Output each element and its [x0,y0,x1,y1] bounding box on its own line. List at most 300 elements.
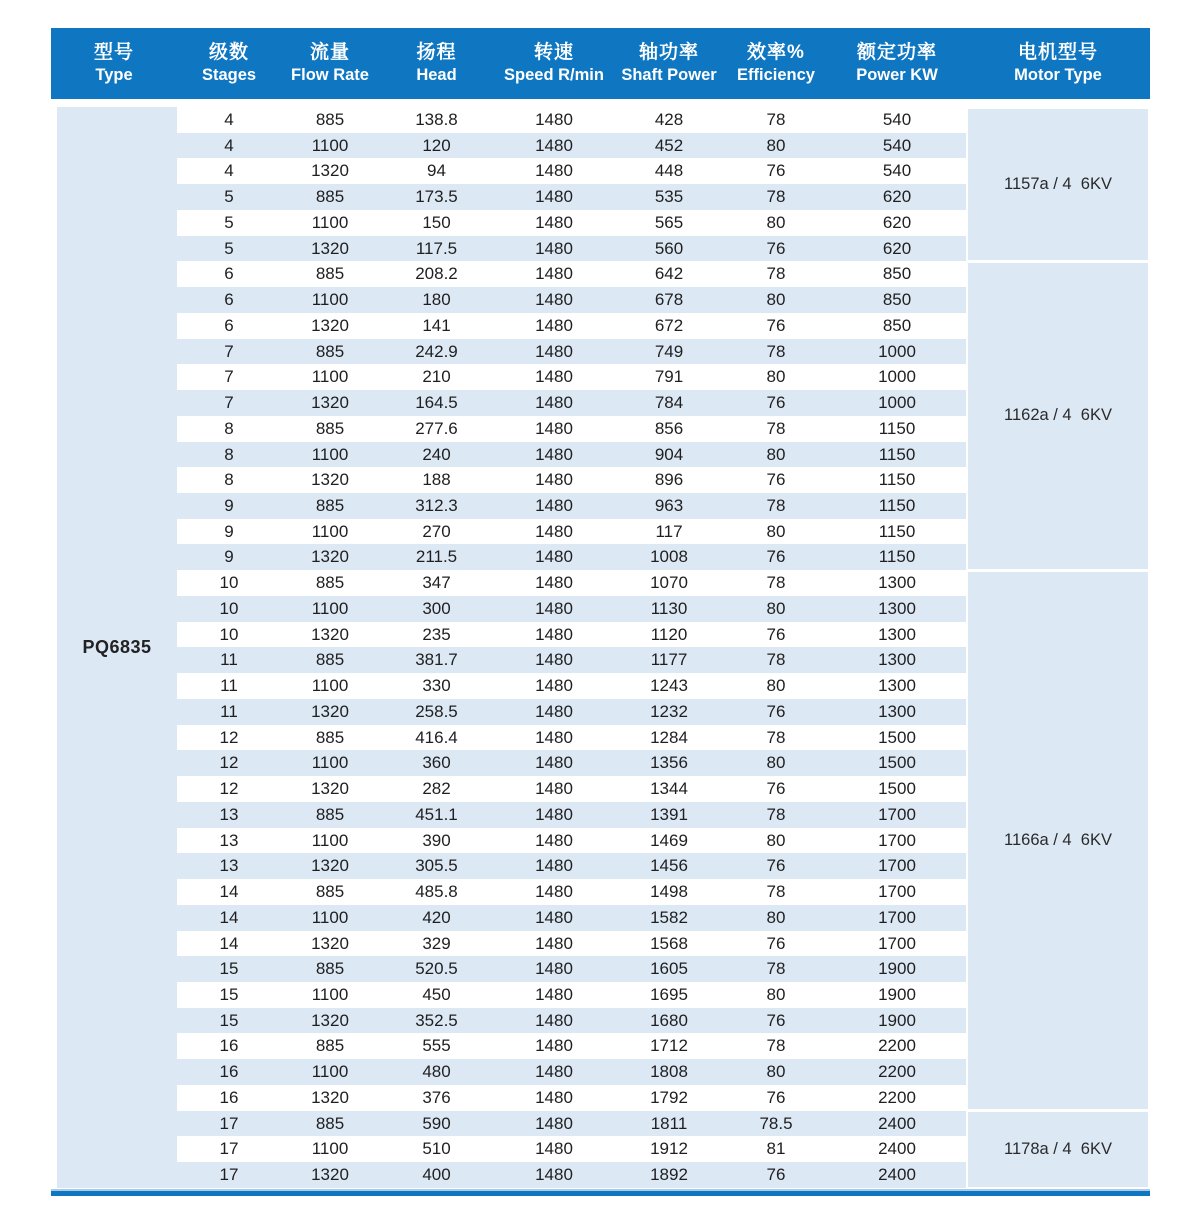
cell-power-kw: 1700 [878,830,916,850]
cell-flow-rate: 885 [315,804,345,824]
cell-speed: 1480 [535,907,573,927]
cell-stages: 8 [224,418,234,438]
cell-stages: 7 [224,367,234,387]
table-row [177,570,966,596]
cell-efficiency: 80 [766,212,786,232]
cell-head: 117.5 [415,238,458,258]
cell-flow-rate: 885 [315,650,345,670]
table-row [177,261,966,287]
cell-stages: 14 [219,882,239,902]
cell-flow-rate: 1100 [311,212,349,232]
cell-stages: 6 [224,264,234,284]
cell-speed: 1480 [535,470,573,490]
cell-flow-rate: 1320 [311,161,349,181]
cell-speed: 1480 [535,727,573,747]
cell-speed: 1480 [535,161,573,181]
cell-speed: 1480 [535,624,573,644]
cell-speed: 1480 [535,135,573,155]
cell-flow-rate: 1100 [311,753,349,773]
column-header-zh: 型号 [93,42,134,64]
cell-efficiency: 76 [766,933,786,953]
table-row [177,364,966,390]
cell-flow-rate: 1320 [311,933,349,953]
column-header-zh: 轴功率 [638,42,699,64]
cell-shaft-power: 856 [654,418,684,438]
cell-power-kw: 1300 [878,650,916,670]
cell-flow-rate: 885 [315,264,345,284]
cell-efficiency: 78 [766,496,786,516]
cell-stages: 4 [224,135,234,155]
cell-speed: 1480 [535,701,573,721]
table-row [177,879,966,905]
cell-head: 330 [422,676,451,696]
cell-power-kw: 1300 [878,598,916,618]
cell-shaft-power: 1469 [650,830,688,850]
column-header-head [379,28,494,99]
cell-efficiency: 76 [766,1087,786,1107]
cell-efficiency: 80 [766,830,786,850]
cell-speed: 1480 [535,573,573,593]
cell-stages: 13 [219,856,239,876]
cell-power-kw: 1500 [878,727,916,747]
cell-efficiency: 78 [766,264,786,284]
cell-head: 120 [422,135,451,155]
column-header-en: Flow Rate [291,66,369,85]
table-row [177,1162,966,1188]
cell-stages: 17 [219,1113,239,1133]
cell-power-kw: 1300 [878,573,916,593]
cell-shaft-power: 1356 [650,753,688,773]
cell-shaft-power: 1177 [650,650,688,670]
cell-power-kw: 1500 [878,779,916,799]
cell-head: 590 [422,1113,451,1133]
cell-efficiency: 80 [766,1062,786,1082]
cell-stages: 16 [219,1036,239,1056]
cell-head: 188 [422,470,451,490]
type-label: PQ6835 [82,637,152,658]
cell-shaft-power: 1284 [650,727,688,747]
cell-shaft-power: 1712 [650,1036,688,1056]
motor-type-label: 1166a / 4 6KV [1004,831,1112,850]
cell-speed: 1480 [535,547,573,567]
cell-stages: 14 [219,933,239,953]
cell-speed: 1480 [535,1139,573,1159]
cell-speed: 1480 [535,856,573,876]
column-header-type [51,28,177,99]
cell-power-kw: 1700 [878,882,916,902]
cell-shaft-power: 1232 [650,701,688,721]
cell-shaft-power: 1120 [650,624,688,644]
cell-stages: 9 [224,547,234,567]
cell-flow-rate: 1100 [311,1062,349,1082]
cell-efficiency: 76 [766,624,786,644]
cell-head: 347 [422,573,451,593]
cell-flow-rate: 885 [315,1113,345,1133]
cell-efficiency: 78 [766,650,786,670]
cell-flow-rate: 1100 [311,444,349,464]
cell-head: 480 [422,1062,451,1082]
column-header-en: Type [95,66,133,85]
cell-speed: 1480 [535,753,573,773]
cell-stages: 16 [219,1062,239,1082]
cell-power-kw: 1150 [878,470,916,490]
cell-flow-rate: 1100 [311,676,349,696]
cell-efficiency: 80 [766,135,786,155]
cell-power-kw: 1700 [878,804,916,824]
cell-head: 282 [422,779,451,799]
cell-flow-rate: 1100 [311,1139,349,1159]
cell-efficiency: 76 [766,856,786,876]
cell-shaft-power: 1912 [650,1139,688,1159]
cell-power-kw: 1500 [878,753,916,773]
cell-efficiency: 76 [766,238,786,258]
table-header-row [51,28,1150,99]
cell-efficiency: 80 [766,367,786,387]
cell-stages: 5 [224,238,234,258]
cell-speed: 1480 [535,882,573,902]
column-header-zh: 转速 [533,42,574,64]
cell-power-kw: 1700 [878,856,916,876]
table-body [51,107,1150,1188]
cell-power-kw: 2200 [878,1036,916,1056]
table-row [177,828,966,854]
cell-shaft-power: 791 [654,367,684,387]
table-row [177,467,966,493]
cell-efficiency: 80 [766,676,786,696]
cell-speed: 1480 [535,984,573,1004]
cell-efficiency: 80 [766,984,786,1004]
cell-stages: 12 [219,779,239,799]
table-row [177,287,966,313]
table-row [177,1033,966,1059]
table-row [177,596,966,622]
table-row [177,390,966,416]
table-row [177,802,966,828]
cell-stages: 13 [219,804,239,824]
cell-flow-rate: 1100 [311,290,349,310]
cell-stages: 15 [219,1010,239,1030]
bottom-rule [51,1191,1150,1196]
cell-head: 208.2 [415,264,458,284]
cell-efficiency: 78 [766,1036,786,1056]
table-row [177,956,966,982]
cell-flow-rate: 885 [315,341,345,361]
table-row [177,699,966,725]
cell-shaft-power: 642 [654,264,684,284]
cell-shaft-power: 749 [654,341,684,361]
column-header-en: Motor Type [1014,66,1102,85]
cell-shaft-power: 1344 [650,779,688,799]
motor-type-label: 1162a / 4 6KV [1004,406,1112,425]
cell-shaft-power: 1695 [650,984,688,1004]
pump-spec-table [51,28,1150,1196]
cell-shaft-power: 535 [654,187,684,207]
cell-power-kw: 850 [882,290,912,310]
cell-power-kw: 1900 [878,984,916,1004]
cell-shaft-power: 452 [654,135,684,155]
cell-stages: 11 [220,701,238,721]
cell-power-kw: 1150 [878,496,916,516]
cell-shaft-power: 1811 [650,1113,688,1133]
table-row [177,107,966,133]
table-row [177,133,966,159]
cell-flow-rate: 1100 [311,598,349,618]
table-row [177,647,966,673]
cell-shaft-power: 1456 [650,856,688,876]
cell-head: 94 [427,161,446,181]
cell-shaft-power: 1130 [650,598,688,618]
cell-stages: 8 [224,444,234,464]
cell-power-kw: 1900 [878,1010,916,1030]
cell-shaft-power: 896 [654,470,684,490]
cell-efficiency: 76 [766,393,786,413]
cell-speed: 1480 [535,830,573,850]
cell-flow-rate: 1100 [311,907,349,927]
column-header-zh: 流量 [309,42,350,64]
cell-head: 141 [422,315,451,335]
cell-flow-rate: 885 [315,110,345,129]
cell-shaft-power: 448 [654,161,684,181]
cell-flow-rate: 885 [315,882,345,902]
cell-flow-rate: 1100 [311,135,349,155]
table-row [177,313,966,339]
cell-stages: 6 [224,315,234,335]
cell-stages: 14 [219,907,239,927]
cell-shaft-power: 1680 [650,1010,688,1030]
motor-type-cell [968,109,1148,260]
cell-flow-rate: 1100 [311,984,349,1004]
column-header-en: Speed R/min [504,66,604,85]
cell-stages: 6 [224,290,234,310]
table-row [177,1136,966,1162]
cell-shaft-power: 1070 [650,573,688,593]
cell-head: 329 [422,933,451,953]
cell-speed: 1480 [535,1010,573,1030]
cell-power-kw: 540 [882,135,912,155]
cell-power-kw: 850 [882,264,912,284]
cell-flow-rate: 885 [315,727,345,747]
cell-stages: 12 [219,727,239,747]
cell-efficiency: 80 [766,444,786,464]
cell-shaft-power: 784 [654,393,684,413]
cell-speed: 1480 [535,521,573,541]
cell-efficiency: 76 [766,315,786,335]
cell-head: 211.5 [415,547,458,567]
table-row [177,339,966,365]
cell-efficiency: 76 [766,1165,786,1185]
cell-power-kw: 540 [882,161,912,181]
cell-flow-rate: 1320 [311,238,349,258]
cell-flow-rate: 1320 [311,1165,349,1185]
table-row [177,776,966,802]
cell-power-kw: 1000 [878,341,916,361]
cell-head: 277.6 [415,418,458,438]
cell-head: 352.5 [415,1010,458,1030]
cell-efficiency: 78 [766,341,786,361]
cell-flow-rate: 885 [315,573,345,593]
table-row [177,493,966,519]
cell-efficiency: 78 [766,727,786,747]
cell-head: 416.4 [415,727,458,747]
table-row [177,982,966,1008]
cell-stages: 17 [219,1165,239,1185]
cell-head: 555 [422,1036,451,1056]
cell-efficiency: 78 [766,110,786,129]
cell-stages: 4 [224,110,234,129]
column-header-en: Head [416,66,457,85]
table-row [177,750,966,776]
cell-power-kw: 1000 [878,367,916,387]
cell-speed: 1480 [535,804,573,824]
cell-stages: 5 [224,212,234,232]
table-row [177,236,966,262]
cell-power-kw: 1150 [878,418,916,438]
cell-speed: 1480 [535,1062,573,1082]
cell-power-kw: 540 [882,110,912,129]
cell-shaft-power: 1792 [650,1087,688,1107]
column-header-zh: 电机型号 [1017,42,1098,64]
column-header-motor-type [966,28,1150,99]
cell-speed: 1480 [535,290,573,310]
cell-flow-rate: 1320 [311,701,349,721]
cell-flow-rate: 885 [315,959,345,979]
table-row [177,158,966,184]
motor-type-label: 1157a / 4 6KV [1004,174,1112,193]
table-row [177,622,966,648]
column-header-stages [177,28,281,99]
cell-head: 210 [422,367,451,387]
cell-power-kw: 620 [882,238,912,258]
cell-speed: 1480 [535,367,573,387]
cell-power-kw: 1900 [878,959,916,979]
cell-head: 312.3 [415,496,458,516]
cell-shaft-power: 678 [654,290,684,310]
cell-head: 376 [422,1087,451,1107]
cell-flow-rate: 885 [315,418,345,438]
cell-shaft-power: 1808 [650,1062,688,1082]
column-header-power-kw [828,28,966,99]
cell-flow-rate: 1320 [311,624,349,644]
cell-power-kw: 620 [882,212,912,232]
cell-stages: 13 [219,830,239,850]
cell-speed: 1480 [535,1036,573,1056]
cell-stages: 12 [219,753,239,773]
cell-stages: 9 [224,496,234,516]
cell-efficiency: 78.5 [759,1113,793,1133]
cell-power-kw: 850 [882,315,912,335]
motor-type-cell [968,263,1148,569]
cell-flow-rate: 1320 [311,393,349,413]
cell-speed: 1480 [535,341,573,361]
cell-power-kw: 1150 [878,444,916,464]
cell-head: 390 [422,830,451,850]
column-header-en: Shaft Power [621,66,717,85]
cell-head: 258.5 [415,701,458,721]
cell-efficiency: 78 [766,573,786,593]
cell-efficiency: 78 [766,959,786,979]
cell-head: 485.8 [415,882,458,902]
cell-efficiency: 76 [766,161,786,181]
cell-stages: 9 [224,521,234,541]
cell-stages: 7 [224,393,234,413]
cell-efficiency: 76 [766,1010,786,1030]
table-row [177,1008,966,1034]
column-header-zh: 效率% [747,42,805,64]
cell-speed: 1480 [535,393,573,413]
cell-shaft-power: 1391 [650,804,688,824]
cell-stages: 17 [219,1139,239,1159]
cell-head: 150 [422,212,451,232]
motor-type-cell [968,1112,1148,1186]
table-row [177,725,966,751]
cell-efficiency: 78 [766,882,786,902]
table-row [177,905,966,931]
cell-efficiency: 76 [766,701,786,721]
cell-head: 242.9 [415,341,458,361]
cell-flow-rate: 1320 [311,856,349,876]
cell-stages: 10 [219,598,239,618]
cell-stages: 11 [220,650,238,670]
cell-shaft-power: 565 [654,212,684,232]
cell-head: 451.1 [415,804,458,824]
column-header-zh: 级数 [208,42,249,64]
column-header-en: Stages [201,66,257,85]
cell-shaft-power: 1582 [650,907,688,927]
cell-head: 138.8 [415,110,458,129]
cell-efficiency: 76 [766,547,786,567]
cell-head: 270 [422,521,451,541]
cell-shaft-power: 1892 [650,1165,688,1185]
table-row [177,184,966,210]
cell-speed: 1480 [535,1113,573,1133]
cell-shaft-power: 672 [654,315,684,335]
cell-efficiency: 76 [766,470,786,490]
cell-power-kw: 1150 [878,521,916,541]
cell-head: 235 [422,624,451,644]
cell-shaft-power: 1243 [650,676,688,696]
cell-shaft-power: 904 [654,444,684,464]
cell-efficiency: 78 [766,187,786,207]
cell-head: 450 [422,984,451,1004]
cell-stages: 15 [219,984,239,1004]
table-row [177,544,966,570]
cell-stages: 16 [219,1087,239,1107]
cell-speed: 1480 [535,1087,573,1107]
table-row [177,210,966,236]
cell-stages: 11 [220,676,238,696]
cell-speed: 1480 [535,598,573,618]
cell-shaft-power: 1605 [650,959,688,979]
column-header-efficiency [724,28,828,99]
cell-power-kw: 1300 [878,676,916,696]
cell-flow-rate: 1320 [311,315,349,335]
cell-power-kw: 1700 [878,933,916,953]
cell-efficiency: 76 [766,779,786,799]
column-header-speed [494,28,614,99]
cell-power-kw: 1150 [878,547,916,567]
cell-efficiency: 78 [766,418,786,438]
cell-power-kw: 2400 [878,1165,916,1185]
cell-speed: 1480 [535,1165,573,1185]
cell-head: 240 [422,444,451,464]
cell-power-kw: 1300 [878,701,916,721]
cell-stages: 4 [224,161,234,181]
cell-shaft-power: 560 [654,238,684,258]
cell-flow-rate: 1100 [311,367,349,387]
cell-head: 360 [422,753,451,773]
table-row [177,442,966,468]
cell-speed: 1480 [535,444,573,464]
